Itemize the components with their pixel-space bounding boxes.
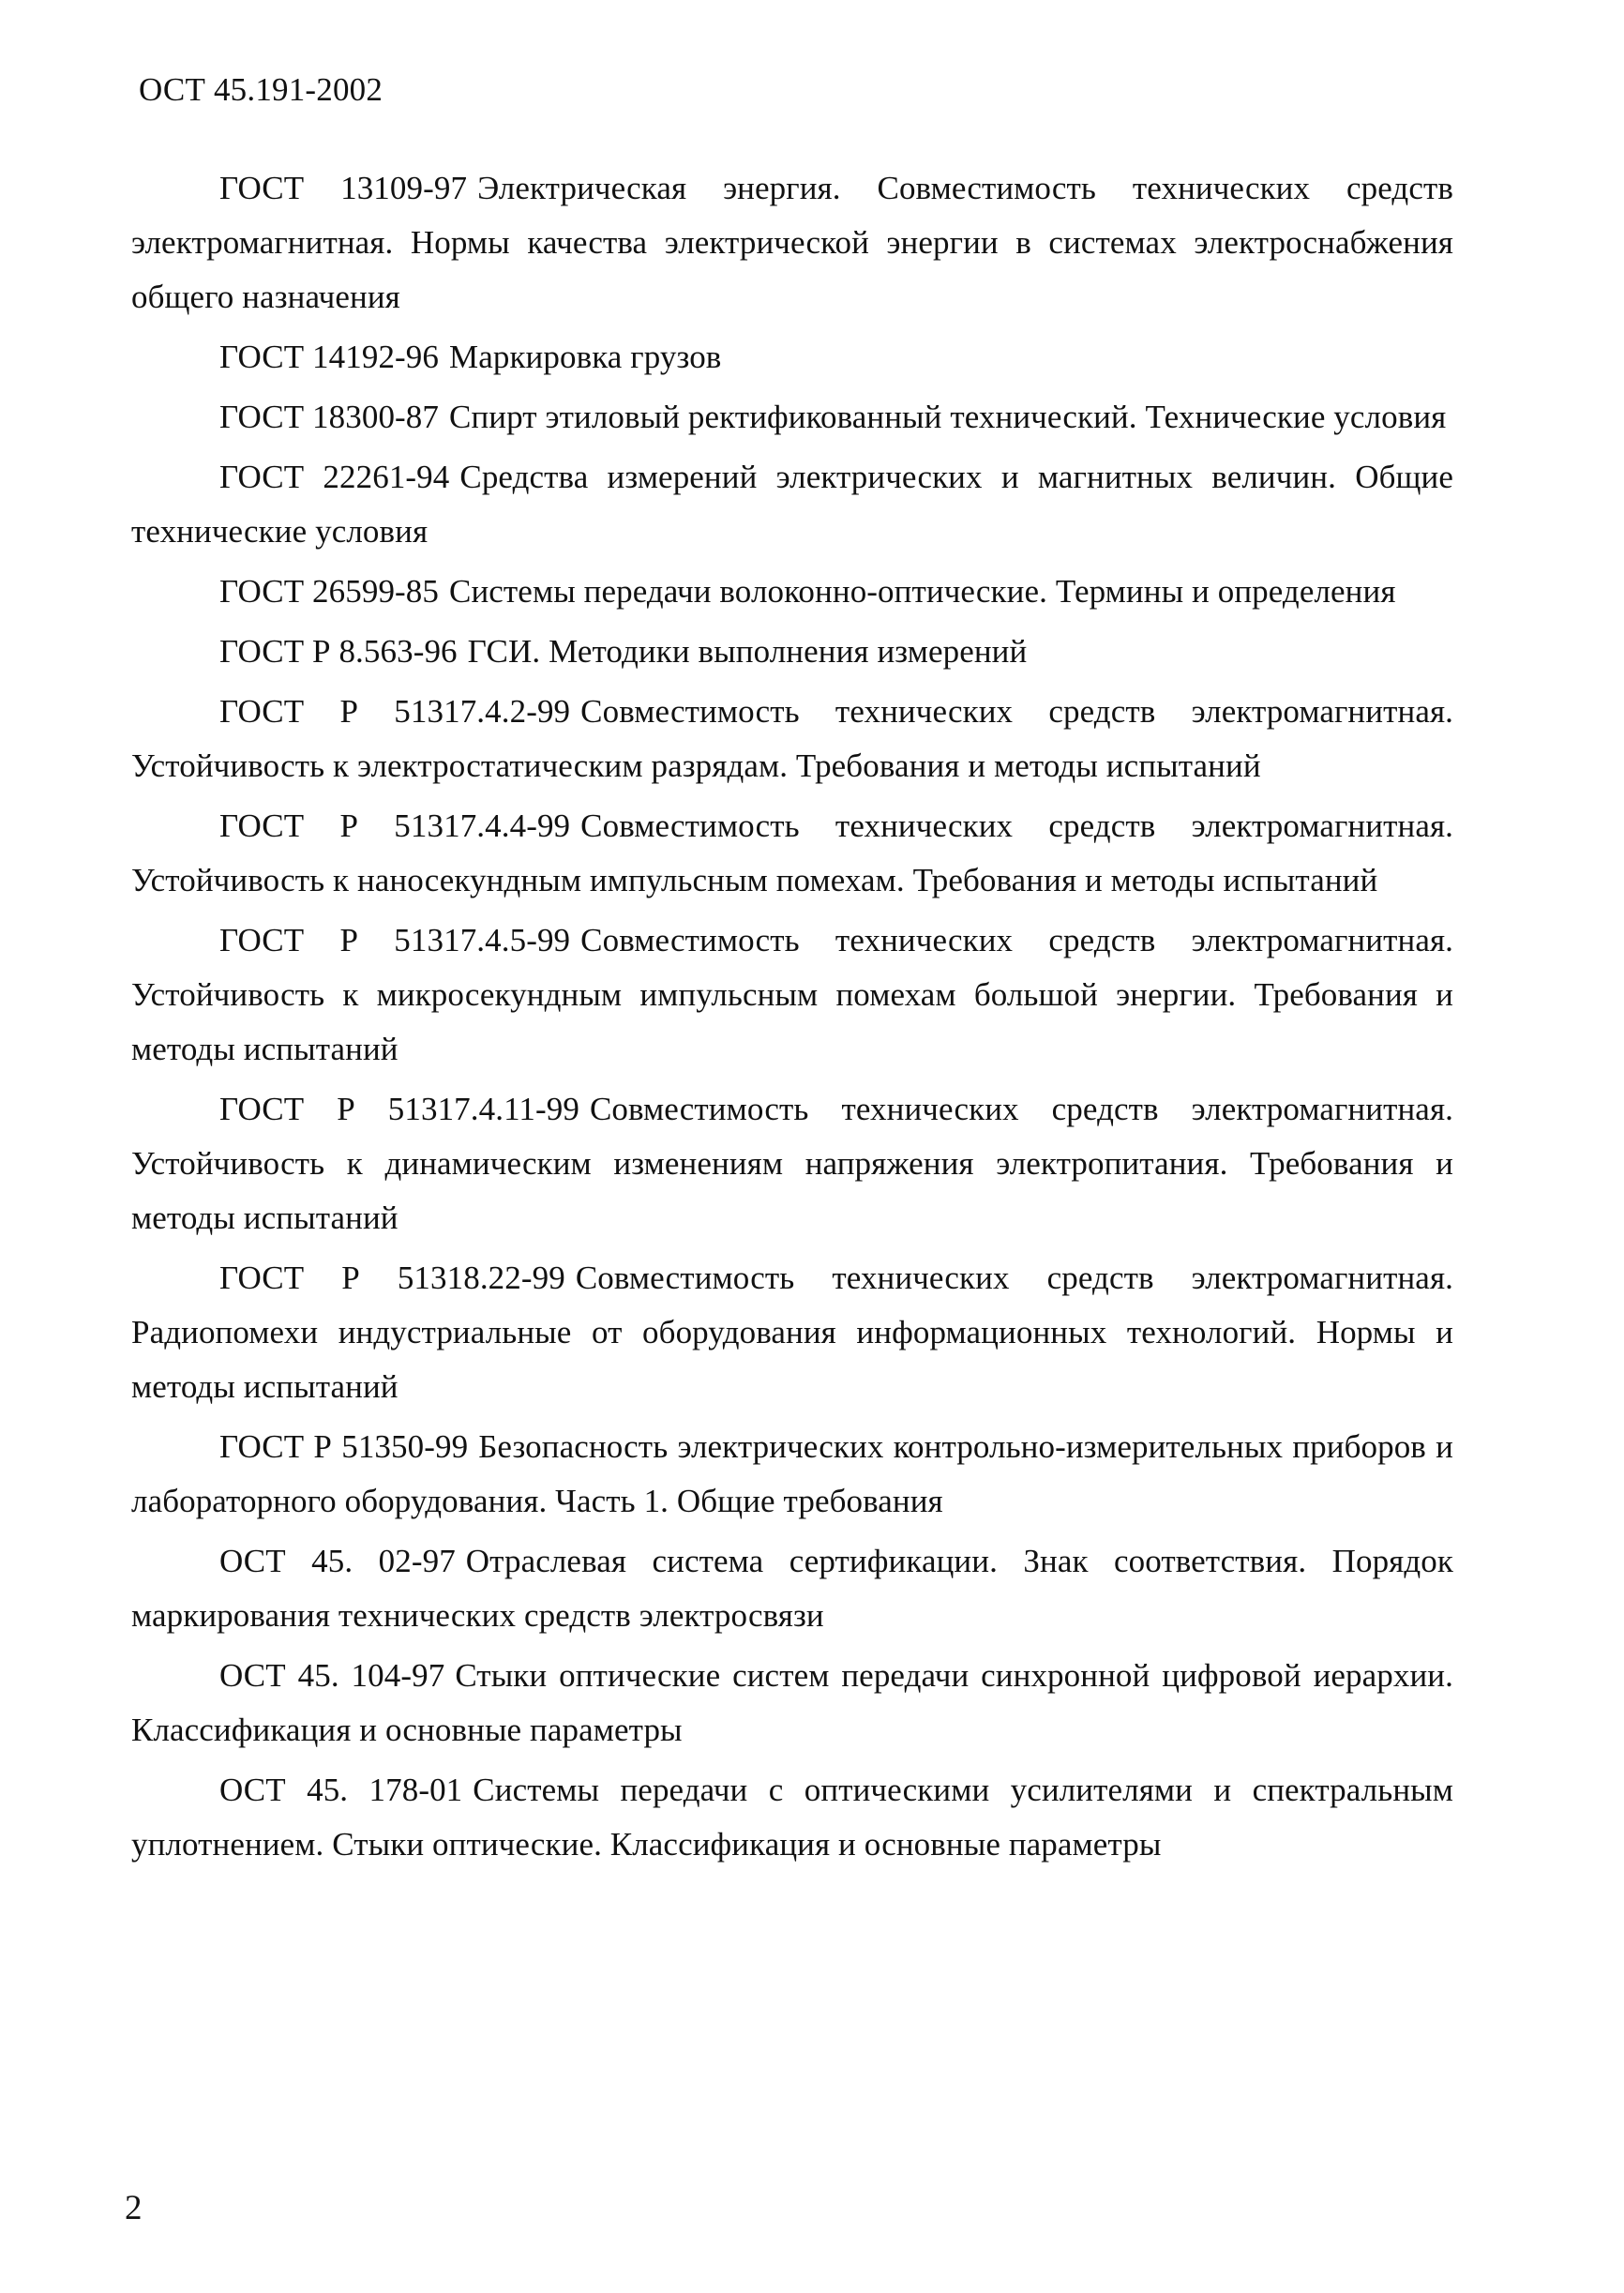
reference-item [131, 161, 1453, 324]
reference-title: Совместимость технических средств электромагнитная. Устойчивость к микросекундным импульсным помехам большой энергии. Требования и методы испытаний [131, 922, 1453, 1067]
reference-item [131, 685, 1453, 793]
reference-title: Электрическая энергия. Совместимость технических средств электромагнитная. Нормы качества электрической энергии в системах электроснабжения общего назначения [131, 170, 1453, 315]
reference-item [131, 1649, 1453, 1757]
reference-title: Отраслевая система сертификации. Знак соответствия. Порядок маркирования технических средств электросвязи [131, 1543, 1453, 1634]
reference-title: Совместимость технических средств электромагнитная. Устойчивость к наносекундным импульсным помехам. Требования и методы испытаний [131, 807, 1453, 898]
reference-title: Системы передачи волоконно-оптические. Термины и определения [449, 573, 1396, 610]
reference-title: Совместимость технических средств электромагнитная. Устойчивость к динамическим изменениям напряжения электропитания. Требования и методы испытаний [131, 1091, 1453, 1236]
reference-title: Стыки оптические систем передачи синхронной цифровой иерархии. Классификация и основные параметры [131, 1657, 1453, 1748]
reference-code: ГОСТ 14192-96 [219, 339, 439, 375]
reference-code: ГОСТ Р 51317.4.5-99 [219, 922, 571, 958]
reference-title: Маркировка грузов [449, 339, 722, 375]
reference-item [131, 1082, 1453, 1245]
reference-code: ГОСТ 13109-97 [219, 170, 468, 206]
reference-title: Спирт этиловый ректификованный технический. Технические условия [449, 399, 1447, 435]
reference-item [131, 1763, 1453, 1872]
reference-item [131, 1420, 1453, 1529]
reference-item [131, 390, 1453, 445]
document-code-header: ОСТ 45.191-2002 [139, 71, 383, 108]
reference-item [131, 1534, 1453, 1643]
reference-code: ГОСТ 18300-87 [219, 399, 439, 435]
reference-code: ГОСТ 22261-94 [219, 459, 450, 495]
reference-item [131, 565, 1453, 619]
reference-code: ГОСТ Р 51350-99 [219, 1428, 469, 1465]
reference-title: Системы передачи с оптическими усилителями и спектральным уплотнением. Стыки оптические. Классификация и основные параметры [131, 1772, 1454, 1863]
reference-item [131, 625, 1453, 679]
page-number: 2 [125, 2189, 143, 2227]
normative-references-list [131, 161, 1453, 1878]
reference-code: ОСТ 45. 178-01 [219, 1772, 463, 1808]
reference-item [131, 330, 1453, 385]
reference-title: Безопасность электрических контрольно-измерительных приборов и лабораторного оборудования. Часть 1. Общие требования [131, 1428, 1453, 1519]
reference-code: ГОСТ Р 8.563-96 [219, 633, 458, 670]
reference-title: ГСИ. Методики выполнения измерений [467, 633, 1028, 670]
reference-title: Совместимость технических средств электромагнитная. Радиопомехи индустриальные от оборудования информационных технологий. Нормы и методы испытаний [131, 1260, 1453, 1405]
reference-code: ГОСТ Р 51317.4.11-99 [219, 1091, 579, 1127]
reference-item [131, 1251, 1453, 1414]
reference-item [131, 799, 1453, 908]
reference-title: Совместимость технических средств электромагнитная. Устойчивость к электростатическим разрядам. Требования и методы испытаний [131, 693, 1453, 784]
reference-code: ГОСТ Р 51317.4.2-99 [219, 693, 571, 730]
reference-item [131, 913, 1453, 1077]
reference-code: ОСТ 45. 02-97 [219, 1543, 456, 1579]
reference-code: ГОСТ 26599-85 [219, 573, 439, 610]
reference-code: ГОСТ Р 51318.22-99 [219, 1260, 565, 1296]
reference-code: ГОСТ Р 51317.4.4-99 [219, 807, 571, 844]
reference-code: ОСТ 45. 104-97 [219, 1657, 445, 1694]
reference-title: Средства измерений электрических и магнитных величин. Общие технические условия [131, 459, 1453, 550]
reference-item [131, 450, 1453, 559]
